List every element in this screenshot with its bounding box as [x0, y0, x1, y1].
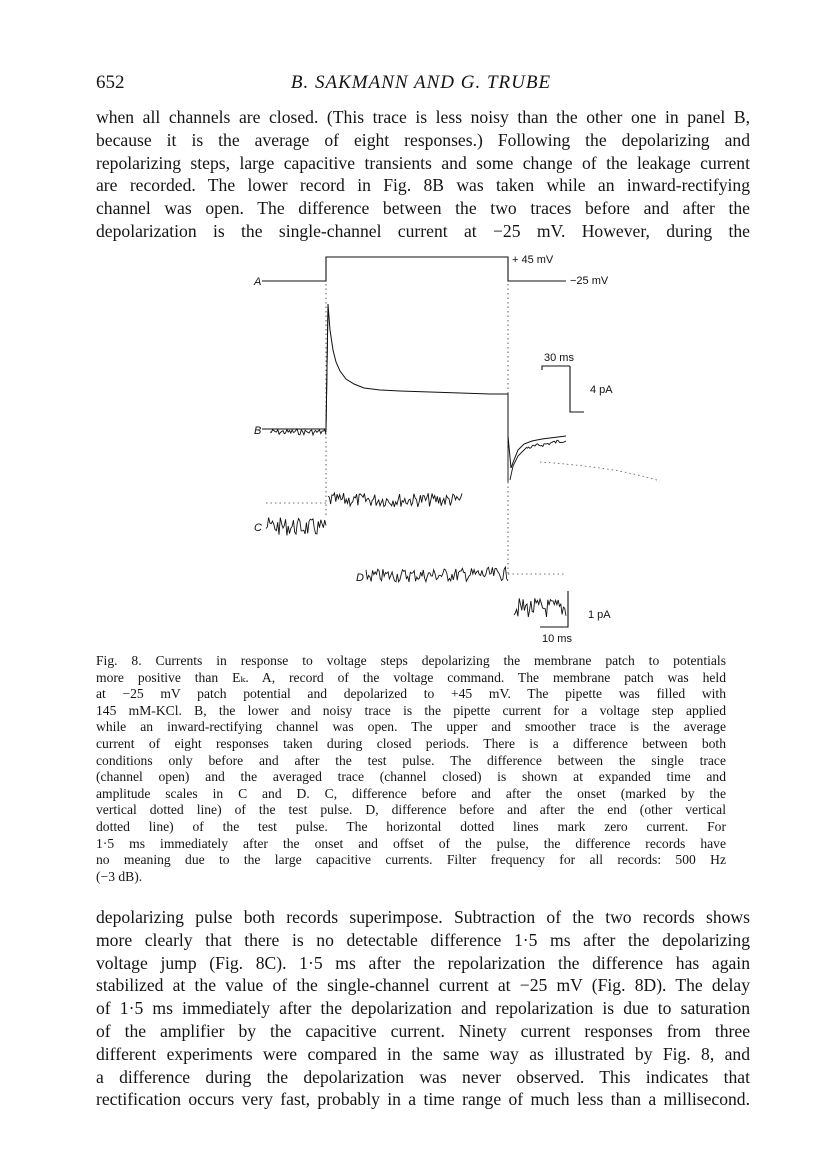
panel-label-b: B	[254, 425, 262, 437]
text-line: more clearly that there is no detectable difference 1·5 ms after the depolarizing	[96, 929, 750, 950]
text-line: repolarizing steps, large capacitive transients and some change of the leakage current	[96, 152, 750, 173]
caption-line: (−3 dB).	[96, 868, 143, 884]
caption-line: vertical dotted line) of the test pulse. D, difference before and after the end (other vertical	[96, 802, 726, 818]
text-line: of 1·5 ms immediately after the depolarization and repolarization is due to saturation	[96, 998, 750, 1019]
figure-8-traces	[240, 246, 670, 654]
scale-label-amp-d: 1 pA	[588, 609, 611, 621]
scale-bar-bc-time	[542, 366, 570, 370]
text-line: depolarization is the single-channel current at −25 mV. However, during the	[96, 220, 750, 241]
panel-label-d: D	[356, 572, 364, 584]
page-number: 652	[96, 72, 125, 93]
scale-label-amp-bc: 4 pA	[590, 384, 613, 396]
trace-b-averaged	[262, 304, 566, 468]
voltage-low-label: −25 mV	[570, 275, 609, 287]
trace-b-single	[270, 308, 566, 482]
text-line: because it is the average of eight responses.) Following the depolarizing and	[96, 129, 750, 150]
caption-line: (channel open) and the averaged trace (channel closed) is shown at expanded time and	[96, 769, 726, 785]
figure-8	[240, 246, 670, 654]
caption-line: conditions only before and after the test pulse. The difference between the single trace	[96, 752, 726, 768]
figure-caption	[96, 653, 726, 885]
text-line: stabilized at the value of the single-channel current at −25 mV (Fig. 8D). The delay	[96, 975, 750, 996]
caption-line: more positive than Eₖ. A, record of the voltage command. The membrane patch was held	[96, 669, 726, 685]
text-line: depolarizing pulse both records superimpose. Subtraction of the two records shows	[96, 907, 750, 927]
caption-line: while an inward-rectifying channel was open. The upper and smoother trace is the average	[96, 719, 726, 735]
panel-label-c: C	[254, 522, 262, 534]
caption-line: amplitude scales in C and D. C, difference before and after the onset (marked by the	[96, 785, 726, 801]
body-paragraph-top	[96, 106, 750, 243]
caption-line: no meaning due to the large capacitive currents. Filter frequency for all records: 500 Hz	[96, 852, 726, 868]
caption-line: 1·5 ms immediately after the onset and offset of the pulse, the difference records have	[96, 835, 726, 851]
text-line: of the amplifier by the capacitive current. Ninety current responses from three	[96, 1020, 750, 1041]
text-line: are recorded. The lower record in Fig. 8B was taken while an inward-rectifying	[96, 175, 750, 196]
text-line: when all channels are closed. (This trace is less noisy than the other one in panel B,	[96, 107, 750, 127]
text-line: rectification occurs very fast, probably in a time range of much less than a millisecond.	[96, 1089, 750, 1110]
caption-line: 145 mM-KCl. B, the lower and noisy trace is the pipette current for a voltage step applied	[96, 702, 726, 718]
caption-line: at −25 mV patch potential and depolarized to +45 mV. The pipette was filled with	[96, 686, 726, 702]
scale-label-time-bc: 30 ms	[544, 352, 574, 364]
body-paragraph-bottom	[96, 906, 750, 1111]
page-header	[96, 72, 746, 98]
trace-c-difference	[266, 493, 462, 536]
panel-label-a: A	[254, 276, 262, 288]
text-line: different experiments were compared in the same way as illustrated by Fig. 8, and	[96, 1043, 750, 1064]
caption-line: dotted line) of the test pulse. The horizontal dotted lines mark zero current. For	[96, 818, 726, 834]
trace-d-difference	[366, 567, 566, 617]
text-line: channel was open. The difference between the two traces before and after the	[96, 198, 750, 219]
scale-bar-bc-amp	[570, 366, 584, 412]
caption-line: Fig. 8. Currents in response to voltage steps depolarizing the membrane patch to potentials	[96, 653, 726, 668]
running-head: B. SAKMANN AND G. TRUBE	[290, 72, 552, 93]
caption-line: current of eight responses taken during closed periods. There is a difference between both	[96, 735, 726, 751]
text-line: a difference during the depolarization was never observed. This indicates that	[96, 1066, 750, 1087]
text-line: voltage jump (Fig. 8C). 1·5 ms after the repolarization the difference has again	[96, 952, 750, 973]
scale-label-time-d: 10 ms	[542, 633, 572, 645]
trace-b-dotted	[540, 462, 660, 481]
voltage-high-label: + 45 mV	[512, 254, 554, 266]
